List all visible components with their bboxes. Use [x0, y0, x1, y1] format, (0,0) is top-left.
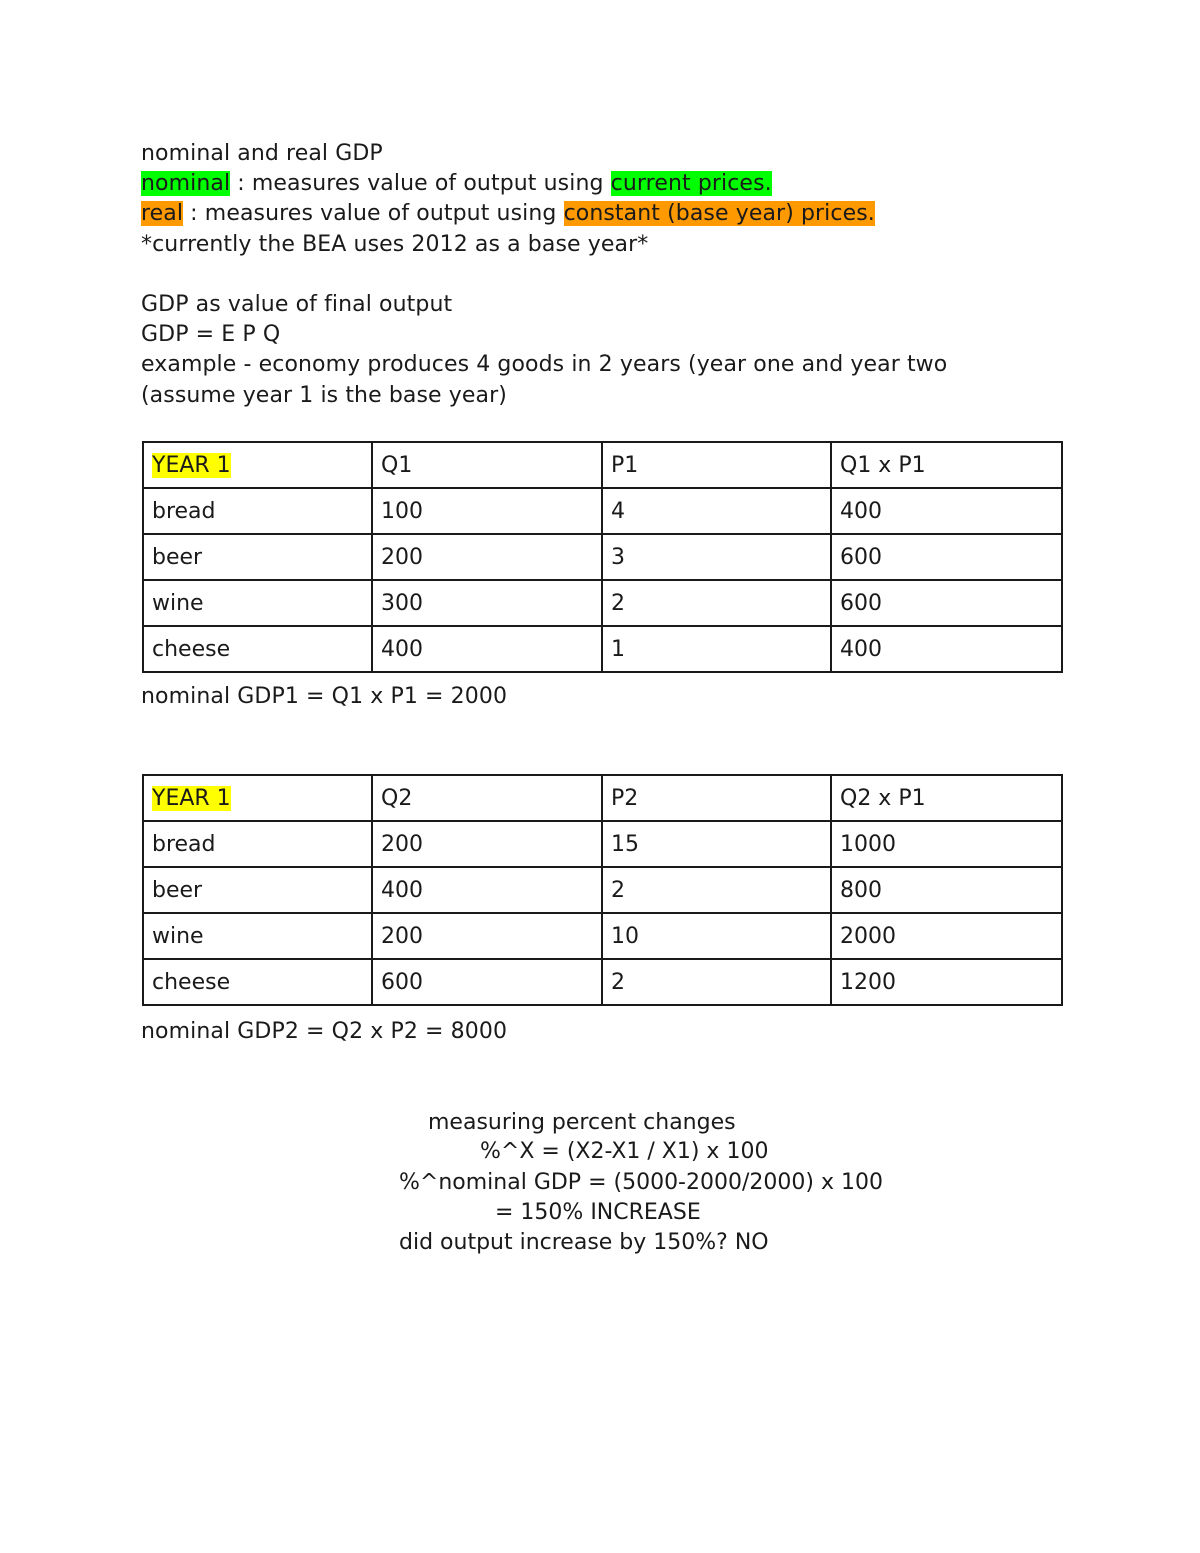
table-header-row: [143, 442, 1062, 488]
table-cell: cheese: [143, 626, 372, 672]
table-cell: 600: [372, 959, 602, 1005]
table1-summary-text: nominal GDP1 = Q1 x P1 = 2000: [141, 684, 508, 709]
gdp-formula: [141, 320, 280, 350]
percent-formula-text: %^X = (X2-X1 / X1) x 100: [480, 1139, 769, 1164]
table-cell: 4: [602, 488, 831, 534]
real-term-highlight: real: [141, 201, 184, 226]
table-cell: wine: [143, 913, 372, 959]
table-cell: 2000: [831, 913, 1062, 959]
table-cell: 3: [602, 534, 831, 580]
nominal-definition-text: : measures value of output using: [230, 171, 611, 196]
table-cell: wine: [143, 580, 372, 626]
table-cell: 400: [372, 867, 602, 913]
example-line-1-text: example - economy produces 4 goods in 2 years (year one and year two: [141, 352, 948, 377]
table2-summary: [141, 1017, 507, 1047]
year-label-highlight: YEAR 1: [152, 452, 231, 478]
table-row: [143, 821, 1062, 867]
table-cell: beer: [143, 534, 372, 580]
percent-applied: [399, 1168, 883, 1198]
doc-title-text: nominal and real GDP: [141, 141, 383, 166]
doc-title: [141, 139, 383, 169]
table-row: [143, 913, 1062, 959]
table-row: [143, 534, 1062, 580]
real-definition-text: : measures value of output using: [183, 201, 564, 226]
table-header-cell: Q1: [372, 442, 602, 488]
percent-heading: [428, 1108, 736, 1138]
table-cell: 15: [602, 821, 831, 867]
table-cell: 600: [831, 534, 1062, 580]
year-label-highlight: YEAR 1: [152, 785, 231, 811]
table-cell: 200: [372, 821, 602, 867]
table-cell: cheese: [143, 959, 372, 1005]
table-row: [143, 488, 1062, 534]
percent-applied-text: %^nominal GDP = (5000-2000/2000) x 100: [399, 1170, 883, 1195]
table-header-cell: [143, 775, 372, 821]
percent-result: [495, 1198, 701, 1228]
table-cell: beer: [143, 867, 372, 913]
example-line-1: [141, 350, 947, 380]
table-cell: 1000: [831, 821, 1062, 867]
table-cell: 10: [602, 913, 831, 959]
table-cell: 400: [831, 488, 1062, 534]
table-cell: bread: [143, 488, 372, 534]
table-header-cell: Q2 x P1: [831, 775, 1062, 821]
gdp-heading-text: GDP as value of final output: [141, 292, 453, 317]
table1-summary: [141, 682, 507, 712]
table-cell: 100: [372, 488, 602, 534]
gdp-formula-text: GDP = E P Q: [141, 322, 281, 347]
example-line-2-text: (assume year 1 is the base year): [141, 383, 507, 408]
real-definition: [141, 199, 875, 229]
table-header-cell: P1: [602, 442, 831, 488]
table-cell: 200: [372, 913, 602, 959]
percent-heading-text: measuring percent changes: [428, 1110, 736, 1135]
percent-result-text: = 150% INCREASE: [495, 1200, 701, 1225]
table2-summary-text: nominal GDP2 = Q2 x P2 = 8000: [141, 1019, 508, 1044]
percent-question-text: did output increase by 150%? NO: [399, 1230, 769, 1255]
base-year-note-text: *currently the BEA uses 2012 as a base year*: [141, 232, 649, 257]
nominal-term-highlight: nominal: [141, 171, 231, 196]
constant-prices-highlight: constant (base year) prices.: [563, 201, 875, 226]
table-row: [143, 580, 1062, 626]
nominal-definition: [141, 169, 772, 199]
example-line-2: [141, 381, 507, 411]
table-row: [143, 959, 1062, 1005]
table-cell: 600: [831, 580, 1062, 626]
table-header-cell: [143, 442, 372, 488]
year1-table: [142, 441, 1063, 673]
table-cell: bread: [143, 821, 372, 867]
table-header-cell: Q1 x P1: [831, 442, 1062, 488]
table-cell: 2: [602, 580, 831, 626]
gdp-heading: [141, 290, 452, 320]
table-cell: 2: [602, 867, 831, 913]
table-cell: 800: [831, 867, 1062, 913]
percent-question: [399, 1228, 769, 1258]
table-header-cell: P2: [602, 775, 831, 821]
table-cell: 200: [372, 534, 602, 580]
current-prices-highlight: current prices.: [610, 171, 772, 196]
table-row: [143, 626, 1062, 672]
base-year-note: [141, 230, 648, 260]
table-cell: 400: [372, 626, 602, 672]
table-header-cell: Q2: [372, 775, 602, 821]
table-row: [143, 867, 1062, 913]
table-cell: 400: [831, 626, 1062, 672]
table-cell: 1200: [831, 959, 1062, 1005]
table-cell: 300: [372, 580, 602, 626]
year2-table: [142, 774, 1063, 1006]
percent-formula: [480, 1137, 768, 1167]
table-cell: 1: [602, 626, 831, 672]
table-cell: 2: [602, 959, 831, 1005]
table-header-row: [143, 775, 1062, 821]
